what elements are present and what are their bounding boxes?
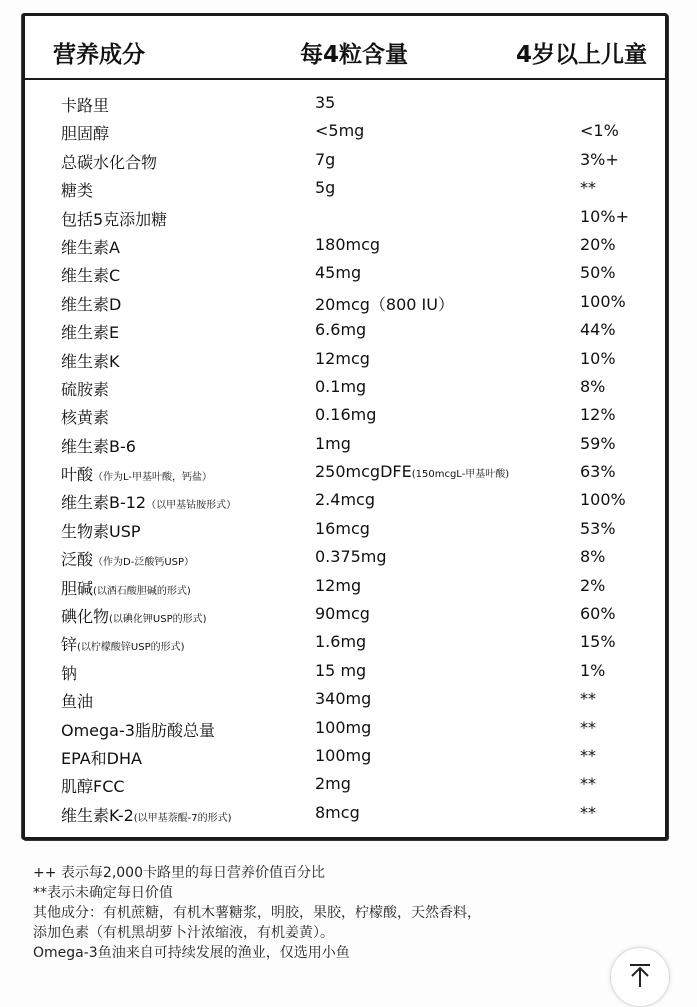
nutrient-amount (315, 746, 371, 765)
daily-value: ** (580, 717, 596, 737)
nutrient-label: 硫胺素 (61, 379, 110, 399)
nutrient-note: (以柠檬酸锌USP的形式) (77, 642, 185, 654)
nutrient-amount (315, 150, 335, 169)
arrow-up-icon (627, 962, 653, 988)
nutrient-label: 鱼油 (61, 692, 94, 712)
daily-value: 12% (580, 405, 616, 425)
nutrient-label: 肌醇FCC (61, 777, 125, 797)
table-row (25, 543, 665, 571)
nutrient-name (61, 604, 207, 627)
daily-value: 8% (580, 376, 606, 396)
nutrient-name (61, 121, 109, 144)
table-row (25, 486, 665, 514)
nutrient-amount (315, 490, 375, 509)
nutrient-label: 维生素B-6 (61, 436, 136, 456)
daily-value: 59% (580, 433, 616, 453)
daily-value: 15% (580, 632, 616, 652)
nutrient-label: 生物素USP (61, 521, 141, 541)
nutrient-note: (以碘化钾USP的形式) (109, 614, 207, 626)
nutrient-label: 核黄素 (61, 408, 110, 428)
daily-value: ** (580, 745, 596, 765)
nutrient-amount (315, 292, 454, 315)
amount-value: 250mcgDFE (315, 462, 412, 482)
nutrient-name (61, 405, 109, 428)
nutrient-name (61, 178, 93, 201)
amount-value: 180mcg (315, 234, 381, 254)
amount-value: 90mcg (315, 604, 370, 624)
amount-value: 0.375mg (315, 547, 387, 567)
nutrient-label: 包括5克添加糖 (61, 209, 168, 229)
nutrient-name (61, 547, 194, 570)
table-row (25, 373, 665, 401)
nutrient-name (61, 576, 191, 599)
nutrient-name (61, 632, 185, 655)
daily-value: ** (580, 689, 596, 709)
amount-value: 100mg (315, 745, 372, 765)
header-daily-value: 4岁以上儿童 (515, 42, 647, 68)
amount-value: 6.6mg (315, 320, 367, 340)
nutrient-name (61, 93, 109, 116)
nutrient-label: 维生素A (61, 237, 120, 257)
daily-value: 10%+ (580, 206, 629, 226)
nutrient-name (61, 207, 167, 230)
amount-value: 2mg (315, 774, 351, 794)
amount-value: 340mg (315, 689, 372, 709)
nutrient-label: 胆碱 (61, 578, 94, 598)
amount-value: 1.6mg (315, 632, 367, 652)
nutrient-label: 碘化物 (61, 607, 110, 627)
nutrient-label: 卡路里 (61, 96, 110, 115)
table-row (25, 430, 665, 458)
table-row (25, 231, 665, 259)
nutrient-amount (315, 576, 361, 595)
amount-note: (150mcgL-甲基叶酸) (411, 469, 510, 481)
daily-value: 8% (580, 547, 606, 567)
table-row (25, 685, 665, 713)
table-row (25, 600, 665, 628)
nutrient-amount (315, 519, 370, 538)
nutrient-amount (315, 349, 370, 368)
footnote-line: 添加色素（有机黑胡萝卜汁浓缩液，有机姜黄）。 (33, 925, 334, 941)
amount-value: 5g (315, 178, 336, 198)
daily-value: 100% (580, 490, 626, 510)
amount-value: 15 mg (315, 660, 367, 680)
daily-value: 20% (580, 234, 616, 254)
nutrient-amount (315, 93, 335, 112)
nutrient-amount (315, 462, 509, 481)
nutrient-name (61, 490, 236, 513)
table-row (25, 742, 665, 770)
amount-value: <5mg (315, 121, 365, 141)
nutrient-name (61, 263, 120, 286)
table-header (25, 16, 665, 80)
nutrient-amount (315, 604, 370, 623)
amount-value: 2.4mcg (315, 490, 375, 510)
amount-value: 7g (315, 149, 336, 169)
nutrient-name (61, 377, 109, 400)
nutrient-label: 维生素B-12 (61, 493, 147, 513)
nutrient-amount (315, 405, 376, 424)
nutrient-name (61, 774, 125, 797)
daily-value: 1% (580, 660, 606, 680)
amount-value: 0.1mg (315, 376, 367, 396)
daily-value: 63% (580, 462, 616, 482)
nutrition-facts-panel (22, 13, 668, 840)
footnotes (33, 863, 633, 963)
nutrient-note: (以酒石酸胆碱的形式) (93, 585, 191, 597)
table-row (25, 515, 665, 543)
footnote-line: **表示未确定每日价值 (33, 885, 173, 901)
amount-value: 8mcg (315, 802, 360, 822)
nutrient-label: 总碳水化合物 (61, 152, 158, 172)
amount-value: 1mg (315, 433, 351, 453)
nutrient-label: 维生素D (61, 294, 122, 314)
nutrient-name (61, 746, 142, 769)
nutrient-amount (315, 121, 364, 140)
daily-value: 100% (580, 291, 626, 311)
table-row (25, 203, 665, 231)
table-row (25, 316, 665, 344)
table-row (25, 770, 665, 798)
nutrient-amount (315, 235, 380, 254)
nutrient-label: 钠 (61, 663, 78, 683)
nutrient-label: 锌 (61, 635, 78, 655)
nutrient-label: 叶酸 (61, 465, 94, 485)
nutrient-note: (以甲基萘醌-7的形式) (133, 812, 232, 824)
footnote-line: Omega-3鱼油来自可持续发展的渔业，仅选用小鱼 (33, 945, 350, 961)
nutrient-label: 维生素C (61, 266, 121, 286)
nutrient-label: EPA和DHA (61, 748, 142, 768)
nutrient-name (61, 718, 215, 741)
nutrient-amount (315, 689, 371, 708)
nutrient-name (61, 235, 120, 258)
amount-value: 35 (315, 93, 336, 112)
nutrient-amount (315, 632, 366, 651)
table-row (25, 288, 665, 316)
nutrient-amount (315, 434, 351, 453)
daily-value: <1% (580, 121, 619, 141)
header-nutrient: 营养成分 (53, 42, 145, 68)
table-row (25, 117, 665, 145)
nutrient-name (61, 292, 121, 315)
amount-value: 12mg (315, 575, 362, 595)
table-row (25, 714, 665, 742)
daily-value: 10% (580, 348, 616, 368)
nutrient-name (61, 661, 77, 684)
nutrient-note: （作为L-甲基叶酸，钙盐） (93, 472, 213, 484)
daily-value: ** (580, 774, 596, 794)
nutrient-name (61, 519, 141, 542)
table-row (25, 401, 665, 429)
scroll-to-top-button[interactable] (610, 947, 670, 1007)
daily-value: 53% (580, 518, 616, 538)
table-row (25, 458, 665, 486)
nutrient-label: 糖类 (61, 181, 94, 201)
nutrient-note: （以甲基钴胺形式） (146, 500, 237, 512)
amount-value: 0.16mg (315, 405, 377, 425)
table-row (25, 657, 665, 685)
table-row (25, 174, 665, 202)
nutrient-note: （作为D-泛酸钙USP） (93, 557, 195, 569)
daily-value: 2% (580, 575, 606, 595)
nutrient-rows (25, 89, 665, 827)
daily-value: 44% (580, 320, 616, 340)
table-row (25, 345, 665, 373)
nutrient-name (61, 434, 136, 457)
amount-value: 100mg (315, 717, 372, 737)
nutrient-amount (315, 803, 360, 822)
nutrient-label: 泛酸 (61, 550, 94, 570)
nutrient-amount (315, 661, 366, 680)
daily-value: ** (580, 178, 596, 198)
table-row (25, 572, 665, 600)
daily-value: ** (580, 802, 596, 822)
daily-value: 3%+ (580, 149, 619, 169)
amount-value: 12mcg (315, 348, 370, 368)
nutrient-amount (315, 547, 387, 566)
nutrient-name (61, 150, 157, 173)
nutrient-amount (315, 774, 351, 793)
daily-value: 60% (580, 604, 616, 624)
amount-value: 45mg (315, 263, 362, 283)
nutrient-name (61, 803, 232, 826)
nutrient-label: 维生素K-2 (61, 805, 134, 825)
nutrient-amount (315, 263, 361, 282)
nutrient-name (61, 349, 120, 372)
daily-value: 50% (580, 263, 616, 283)
nutrient-amount (315, 178, 335, 197)
footnote-line: ++ 表示每2,000卡路里的每日营养价值百分比 (33, 865, 325, 881)
nutrient-name (61, 689, 93, 712)
nutrient-name (61, 462, 212, 485)
nutrient-label: Omega-3脂肪酸总量 (61, 720, 215, 740)
table-row (25, 89, 665, 117)
nutrient-amount (315, 377, 366, 396)
footnote-line: 其他成分：有机蔗糖，有机木薯糖浆，明胶，果胶，柠檬酸，天然香料， (33, 905, 481, 921)
amount-value: 16mcg (315, 518, 370, 538)
nutrient-name (61, 320, 119, 343)
table-row (25, 146, 665, 174)
table-row (25, 799, 665, 827)
nutrient-amount (315, 718, 371, 737)
nutrient-label: 胆固醇 (61, 124, 110, 144)
nutrient-label: 维生素E (61, 323, 120, 343)
table-row (25, 628, 665, 656)
amount-value: 20mcg（800 IU） (315, 294, 454, 314)
nutrient-amount (315, 320, 366, 339)
table-row (25, 259, 665, 287)
header-amount: 每4粒含量 (300, 42, 409, 68)
nutrient-label: 维生素K (61, 351, 120, 371)
